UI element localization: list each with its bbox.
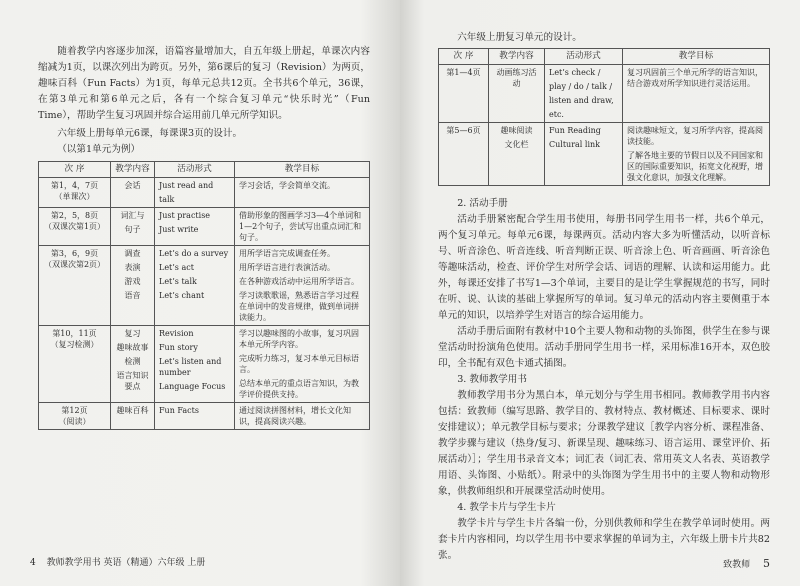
table-cell-content [111, 208, 155, 246]
cell-line: listen and draw, [549, 96, 614, 105]
section3-paragraph: 教师教学用书分为黑白本，单元划分与学生用书相同。教师教学用书内容包括：致教师（编写思路、教学目的、教材特点、教材概述、目标要求、课时安排建议）；单元教学目标与要求；分课教学建议［教学内容分析、课程准备、教学步骤与建议（热身/复习、新课呈现、趣味练习、语言运用、课堂评价、拓展活动）］；学生用书录音文本；词汇表（词汇表、常用英文人名表、英语教学用语、头饰图、小贴纸）。附录中的头饰图为学生用书中的主要人物和动物形象，供教师组织和开展课堂活动时使用。 [438, 390, 770, 497]
cell-line: talk [159, 195, 175, 204]
cell-line: 完成听力练习，复习本单元目标语言。 [239, 354, 359, 374]
cell-line: 调查 [124, 249, 141, 258]
cell-line: 总结本单元的重点语言知识，为教学评价提供支持。 [239, 379, 359, 399]
cell-line: 学习读歌歌谣，熟悉语言学习过程在单词中的发音规律，做到单词拼读能力。 [239, 291, 359, 322]
cell-line: 阅读趣味短文，复习所学内容，提高阅读技能。 [627, 126, 763, 146]
cell-line: 趣味百科 [116, 406, 149, 415]
cell-line: Language Focus [159, 382, 226, 391]
cell-line: 文化栏 [504, 140, 529, 149]
cell-line: 趣味故事 [116, 343, 149, 352]
table-cell-content [489, 65, 545, 123]
header-order: 次 序 [39, 162, 111, 178]
table-cell-content [489, 123, 545, 186]
cell-line: （双课次第1页） [43, 222, 106, 231]
table-header-row [439, 49, 770, 65]
table-cell-goal [623, 123, 770, 186]
table-row [39, 208, 370, 246]
cell-line: （阅读） [58, 417, 91, 426]
left-page-number: 4 [30, 558, 36, 568]
cell-line: 表演 [124, 263, 141, 272]
cell-line: etc. [549, 110, 564, 119]
table-body [439, 65, 770, 186]
header-content: 教学内容 [489, 49, 545, 65]
cell-line: 游戏 [124, 277, 141, 286]
cell-line: 第1，4，7页 [50, 181, 99, 190]
cell-line: Fun Facts [159, 406, 199, 415]
cell-line: Cultural link [549, 140, 601, 149]
section2-paragraph-1: 活动手册紧密配合学生用书使用，每册书同学生用书一样，共6个单元，两个复习单元。每单元6课，每课两页。活动内容大多为听懂活动，以听音标号、听音涂色、听音连线、听音判断正误、听音涂上色、听音画画、听音涂色等趣味活动，检查、评价学生对所学会话、词语的理解、认读和运用能力。此外，每课还安排了书写1—3个单词，主要目的是让学生掌握规范的书写，同时在听、说、认读的基础上掌握所写的单词。复习单元的活动内容主要侧重于本单元的知识，以培养学生对语言的综合运用能力。 [438, 214, 770, 321]
table-cell-order [39, 208, 111, 246]
section2-paragraph-2: 活动手册后面附有教材中10个主要人物和动物的头饰图，供学生在参与课堂活动时扮演角色使用。活动手册同学生用书一样，采用标准16开本，双色胶印，全书配有双色卡通式插图。 [438, 326, 770, 369]
table-cell-activity [155, 208, 235, 246]
table-cell-activity [155, 403, 235, 430]
cell-line: 第1—4页 [446, 68, 481, 77]
cell-line: Fun Reading [549, 126, 601, 135]
cell-line: （单课次） [54, 192, 95, 201]
table-cell-order [439, 65, 489, 123]
right-lead-line: 六年级上册复习单元的设计。 [457, 32, 582, 43]
table-cell-goal [623, 65, 770, 123]
table-cell-content [111, 178, 155, 208]
cell-line: Just write [159, 225, 199, 234]
header-content: 教学内容 [111, 162, 155, 178]
table-cell-goal [235, 208, 370, 246]
cell-line: Revision [159, 329, 194, 338]
table-cell-activity [545, 65, 623, 123]
table-cell-goal [235, 326, 370, 403]
table-cell-content [111, 326, 155, 403]
cell-line: Let’s do a survey [159, 249, 229, 258]
table-cell-activity [155, 326, 235, 403]
table-cell-goal [235, 178, 370, 208]
cell-line: （复习检测） [50, 340, 99, 349]
right-footer-label: 致教师 [723, 560, 751, 570]
header-goal: 教学目标 [235, 162, 370, 178]
cell-line: Let’s check / [549, 68, 601, 77]
table-row [39, 246, 370, 326]
table-row [39, 326, 370, 403]
table-cell-content [111, 403, 155, 430]
table-row [439, 65, 770, 123]
cell-line: 词汇与 [120, 211, 145, 220]
table-cell-content [111, 246, 155, 326]
cell-line: Let’s act [159, 263, 194, 272]
lead-line: 六年级上册每单元6课，每课课3页的设计。 [57, 128, 243, 139]
section4-paragraph: 教学卡片与学生卡片各编一份，分别供教师和学生在教学单词时使用。两套卡片内容相同，均以学生用书中要求掌握的单词为主，六年级上册卡片共82张。 [438, 518, 770, 561]
table-cell-order [439, 123, 489, 186]
cell-line: 用所学语言进行表演活动。 [239, 263, 335, 272]
cell-line: 句子 [124, 225, 141, 234]
intro-paragraph: 随着教学内容逐步加深，语篇容量增加大，自五年级上册起，单课次内容缩减为1页，以课次列出为跨页。另外，第6课后的复习（Revision）为两页，趣味百科（Fun Facts）为1页，每单元总共12页。全书共6个单元，36课，在第3单元和第6单元之后，各有一个综合复习单元“快乐时光”（Fun Time），帮助学生复习巩固并综合运用前几单元所学知识。 [38, 46, 370, 121]
table-cell-order [39, 178, 111, 208]
table-body [39, 178, 370, 430]
cell-line: 第5—6页 [446, 126, 481, 135]
cell-line: （双课次第2页） [43, 260, 106, 269]
header-order: 次 序 [439, 49, 489, 65]
cell-line: play / do / talk / [549, 82, 613, 91]
cell-line: Let’s listen and number [159, 357, 222, 377]
right-footer [723, 557, 770, 570]
table-cell-goal [235, 403, 370, 430]
section2-title: 2. 活动手册 [457, 198, 508, 209]
cell-line: 语音 [124, 291, 141, 300]
cell-line: 通过阅读拼图材料，增长文化知识，提高阅读兴趣。 [239, 406, 351, 426]
table-cell-activity [545, 123, 623, 186]
example-line: （以第1单元为例） [57, 144, 141, 155]
table-row [39, 178, 370, 208]
cell-line: 用所学语言完成调查任务。 [239, 249, 335, 258]
cell-line: 第3，6，9页 [50, 249, 99, 258]
table-header-row [39, 162, 370, 178]
cell-line: 复习 [124, 329, 141, 338]
cell-line: 了解各地主要的节假日以及不同国家和区的国际重要知识，拓宽文化视野，增强文化意识，加强文化理解。 [627, 151, 763, 182]
cell-line: 学习以趣味图的小故事，复习巩固本单元所学内容。 [239, 329, 359, 349]
table-cell-goal [235, 246, 370, 326]
cell-line: 第2，5，8页 [50, 211, 99, 220]
left-footer-text: 教师教学用书 英语（精通）六年级 上册 [46, 558, 206, 568]
cell-line: 借助形象的图画学习3—4个单词和1—2个句子，尝试写出重点词汇和句子。 [239, 211, 362, 242]
cell-line: 动画练习活动 [496, 68, 537, 88]
section4-title: 4. 教学卡片与学生卡片 [457, 502, 556, 513]
table-row [39, 403, 370, 430]
cell-line: Let’s talk [159, 277, 197, 286]
right-page [400, 0, 800, 586]
table-cell-order [39, 246, 111, 326]
cell-line: Let’s chant [159, 291, 205, 300]
cell-line: 趣味阅读 [500, 126, 533, 135]
cell-line: Fun story [159, 343, 198, 352]
table-cell-activity [155, 178, 235, 208]
cell-line: 在各种游戏活动中运用所学语言。 [239, 277, 359, 286]
header-goal: 教学目标 [623, 49, 770, 65]
cell-line: 第12页 [61, 406, 88, 415]
section3-title: 3. 教师教学用书 [457, 374, 527, 385]
table-cell-order [39, 326, 111, 403]
lesson-plan-table [38, 161, 370, 430]
cell-line: 学习会话，学会简单交流。 [239, 181, 335, 190]
cell-line: 复习巩固前三个单元所学的语言知识，结合游戏对所学知识进行灵活运用。 [627, 68, 763, 88]
cell-line: 第10，11页 [52, 329, 97, 338]
header-activity: 活动形式 [545, 49, 623, 65]
cell-line: 检测 [124, 357, 141, 366]
cell-line: 语言知识要点 [116, 371, 149, 391]
review-unit-table [438, 48, 770, 186]
left-footer [30, 555, 205, 568]
right-page-number: 5 [763, 557, 770, 570]
cell-line: Just practise [159, 211, 211, 220]
header-activity: 活动形式 [155, 162, 235, 178]
table-row [439, 123, 770, 186]
cell-line: 会话 [124, 181, 141, 190]
table-cell-activity [155, 246, 235, 326]
table-cell-order [39, 403, 111, 430]
cell-line: Just read and [159, 181, 214, 190]
